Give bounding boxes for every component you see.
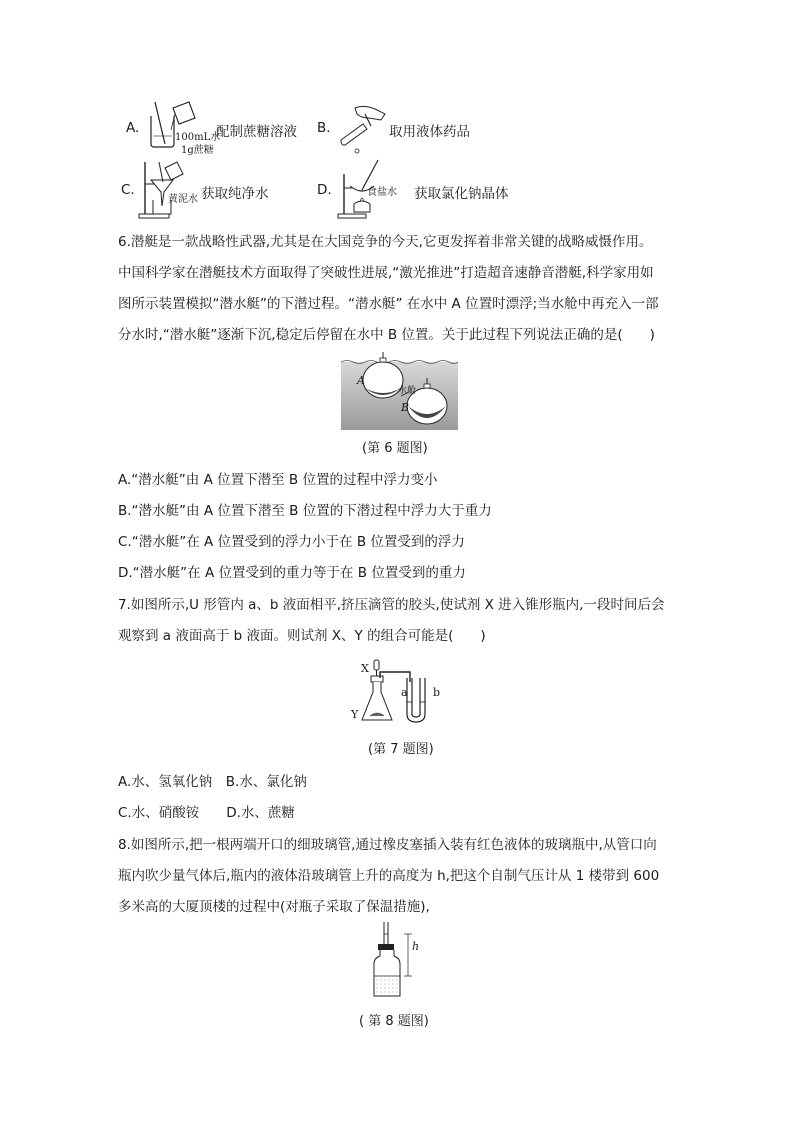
- q5-figure-a-label-water: 100mL水: [175, 132, 221, 143]
- q5-figure-c-label-muddy: 黄泥水: [168, 194, 198, 205]
- q5-option-d-letter: D.: [317, 182, 332, 198]
- q5-figure-b: [335, 104, 393, 154]
- q8-figure-barometer: [372, 920, 422, 1000]
- q6-option-a: A.“潜水艇”由 A 位置下潜至 B 位置的过程中浮力变小: [118, 472, 438, 488]
- q7-figure-label-a: a: [401, 686, 408, 699]
- q6-line-2: 中国科学家在潜艇技术方面取得了突破性进展,“激光推进”打造超音速静音潜艇,科学家用如: [118, 265, 654, 281]
- q5-option-b-text: 取用液体药品: [389, 124, 470, 140]
- q7-figure-label-y: Y: [351, 708, 359, 721]
- q5-figure-c: [137, 158, 202, 220]
- q8-line-1: 8.如图所示,把一根两端开口的细玻璃管,通过橡皮塞插入装有红色液体的玻璃瓶中,从管口向: [118, 837, 657, 853]
- q6-figure-label-a: A: [357, 374, 365, 387]
- q6-line-4: 分水时,“潜水艇”逐渐下沉,稳定后停留在水中 B 位置。关于此过程下列说法正确的是( ): [118, 327, 655, 343]
- q7-figure-flask: [360, 658, 440, 726]
- q5-option-c-text: 获取纯净水: [201, 186, 269, 202]
- q7-figure-label-x: X: [361, 662, 369, 675]
- q5-option-d-text: 获取氯化钠晶体: [414, 186, 509, 202]
- q6-line-3: 图所示装置模拟“潜水艇”的下潜过程。“潜水艇” 在水中 A 位置时漂浮;当水舱中再充入一部: [118, 296, 659, 312]
- q5-option-b-letter: B.: [317, 120, 331, 136]
- q6-figure-label-tank: 水舱: [398, 386, 417, 396]
- q6-caption: (第 6 题图): [362, 441, 428, 456]
- q6-figure-label-b: B: [401, 401, 410, 414]
- q5-option-a-text: 配制蔗糖溶液: [216, 124, 297, 140]
- q6-option-d: D.“潜水艇”在 A 位置受到的重力等于在 B 位置受到的重力: [118, 565, 466, 581]
- q6-option-c: C.“潜水艇”在 A 位置受到的浮力小于在 B 位置受到的浮力: [118, 534, 465, 550]
- q7-figure-label-b: b: [433, 686, 441, 699]
- q7-caption: (第 7 题图): [368, 742, 434, 757]
- q5-option-a-letter: A.: [126, 120, 140, 136]
- q5-figure-a-label-sugar: 1g蔗糖: [181, 145, 214, 156]
- q5-option-c-letter: C.: [121, 182, 135, 198]
- q8-figure-label-h: h: [412, 940, 420, 953]
- q8-line-2: 瓶内吹少量气体后,瓶内的液体沿玻璃管上升的高度为 h,把这个自制气压计从 1 楼带到 600: [118, 868, 660, 884]
- q8-line-3: 多米高的大厦顶楼的过程中(对瓶子采取了保温措施),: [118, 899, 430, 915]
- q6-option-b: B.“潜水艇”由 A 位置下潜至 B 位置的下潜过程中浮力大于重力: [118, 503, 492, 519]
- q5-figure-d-label-saltwater: 食盐水: [367, 187, 397, 198]
- q8-caption: ( 第 8 题图): [359, 1014, 429, 1029]
- q7-options-row-1: A.水、氢氧化钠 B.水、氯化钠: [118, 774, 307, 790]
- q6-line-1: 6.潜艇是一款战略性武器,尤其是在大国竞争的今天,它更发挥着非常关键的战略威慑作用。: [118, 234, 653, 250]
- q7-line-1: 7.如图所示,U 形管内 a、b 液面相平,挤压滴管的胶头,使试剂 X 进入锥形瓶内,一段时间后会: [118, 597, 665, 613]
- q7-options-row-2: C.水、硝酸铵 D.水、蔗糖: [118, 805, 295, 821]
- q7-line-2: 观察到 a 液面高于 b 液面。则试剂 X、Y 的组合可能是( ): [118, 628, 486, 644]
